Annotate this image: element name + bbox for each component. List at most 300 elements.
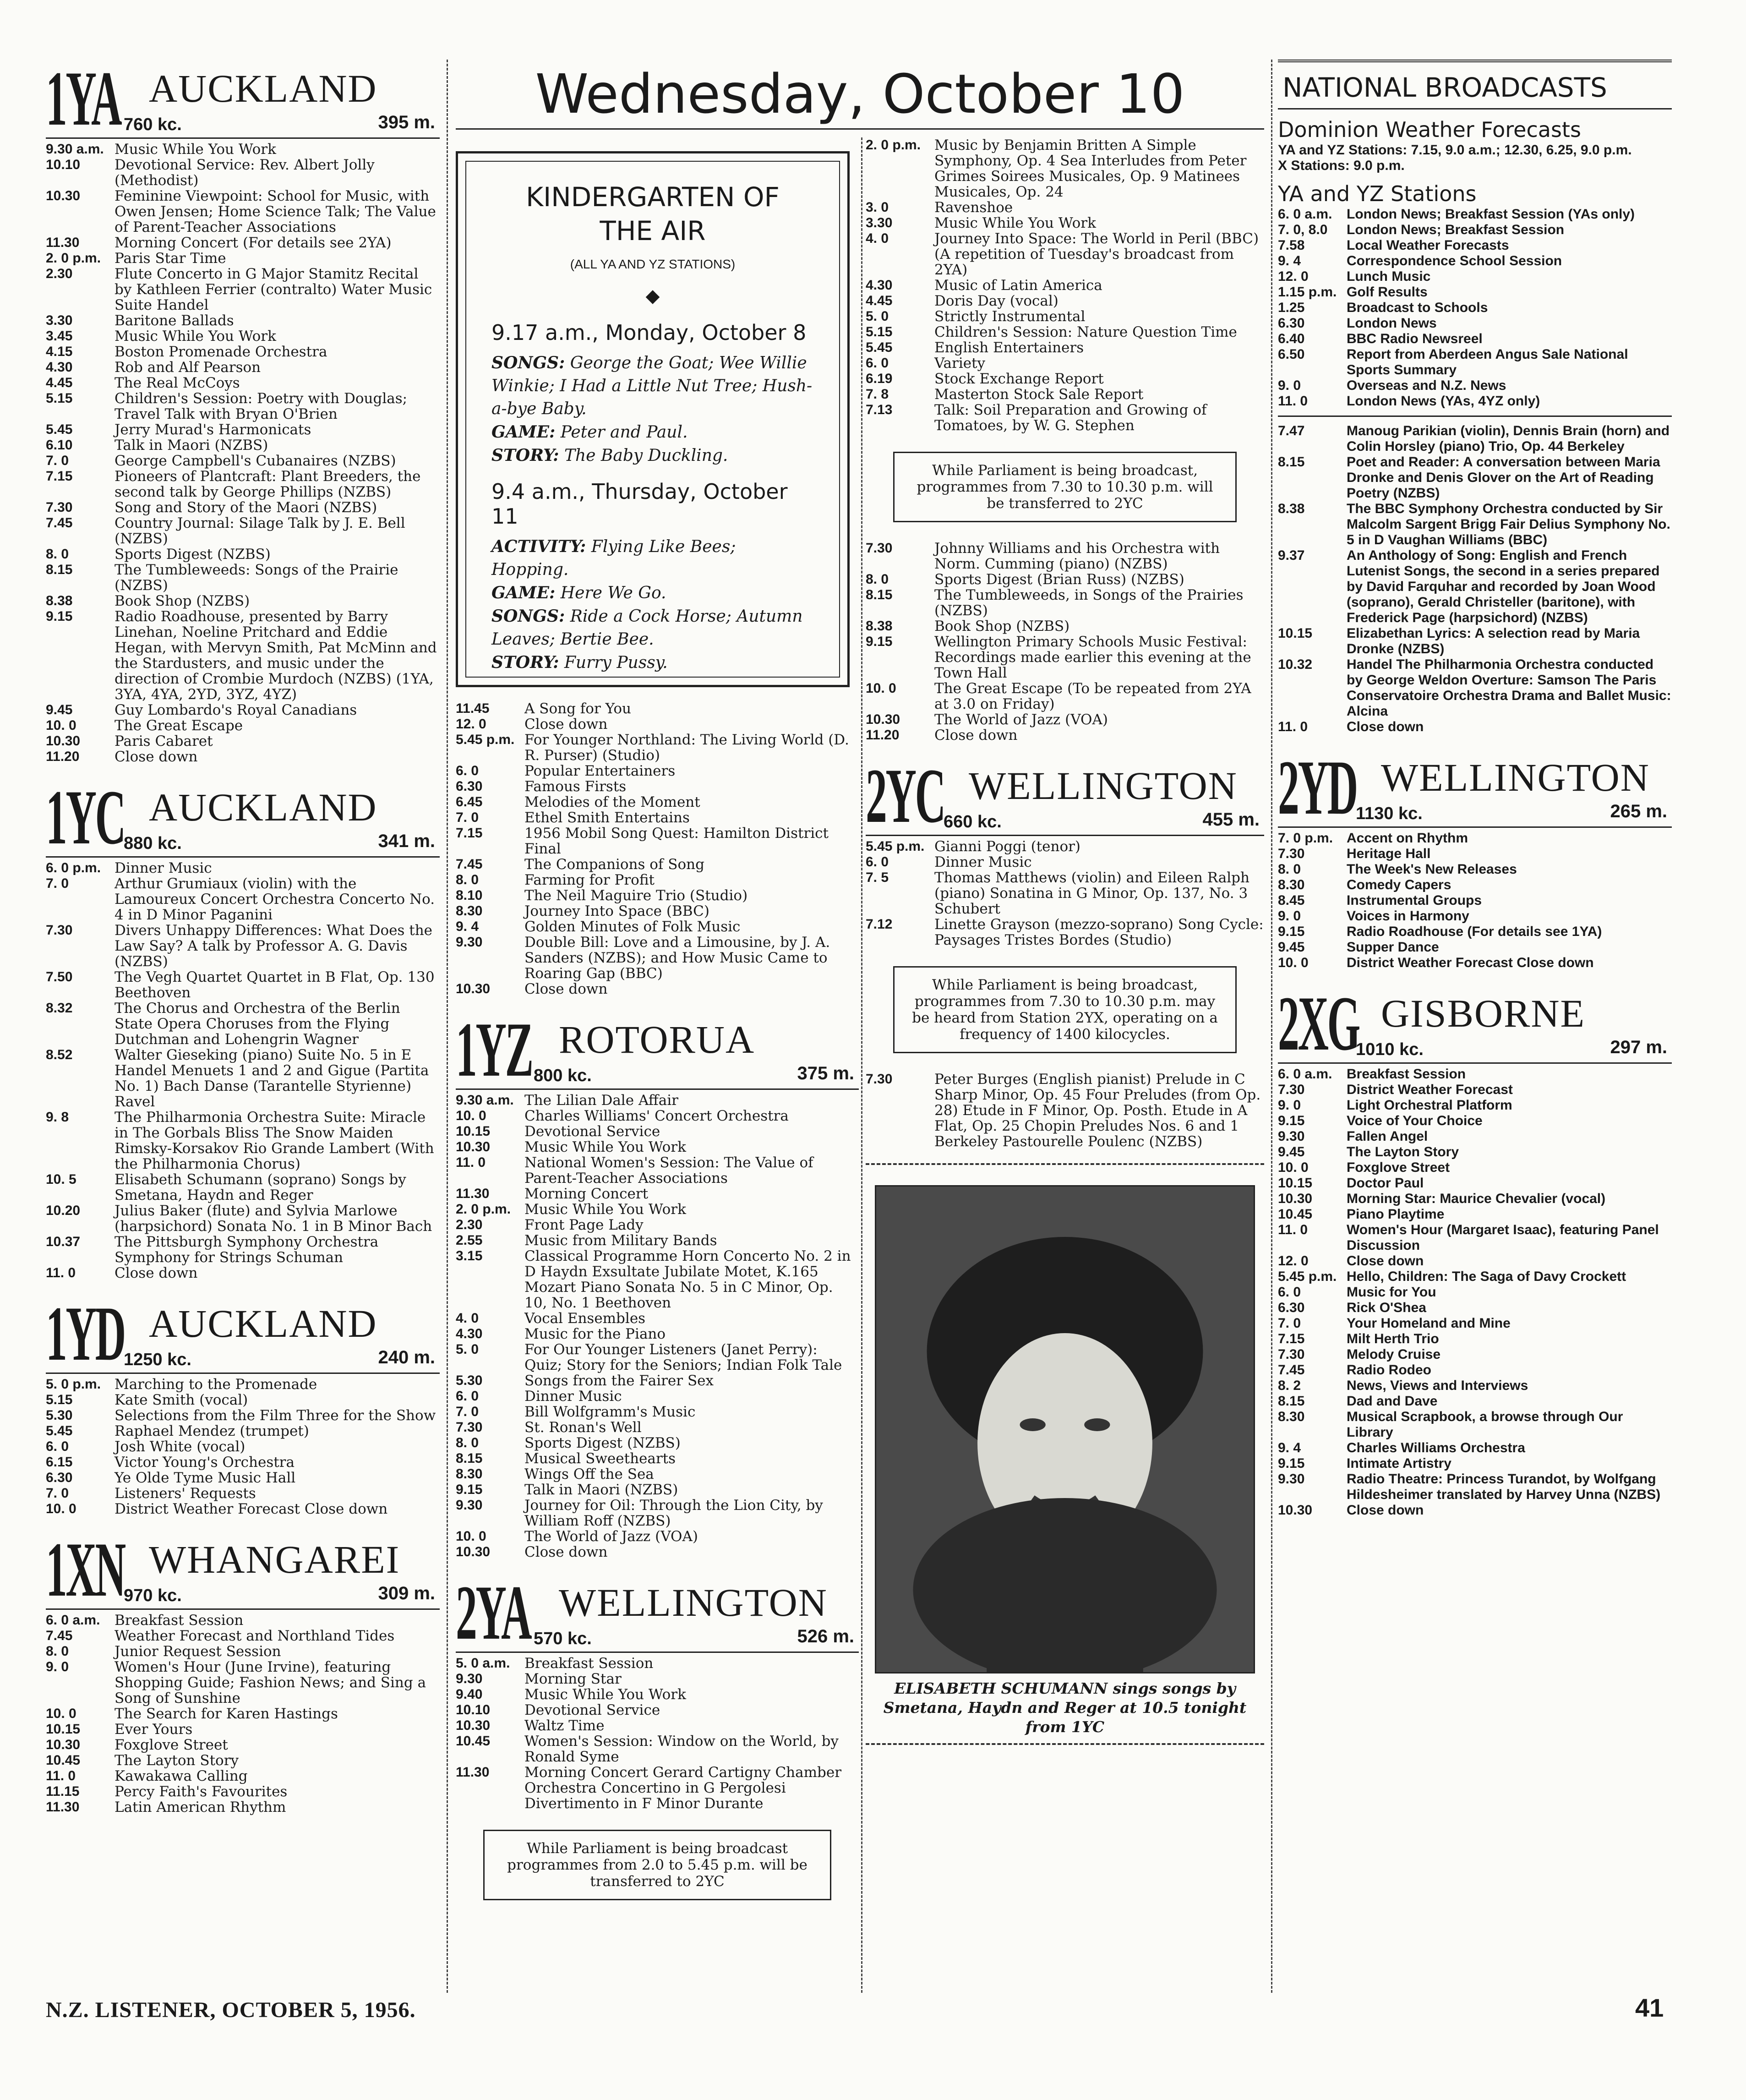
programme-time: 6.30	[46, 1470, 73, 1485]
kindergarten-title: KINDERGARTEN OF	[526, 181, 780, 213]
programme-time: 4. 0	[866, 231, 889, 246]
programme-description: Farming for Profit	[524, 872, 655, 888]
programme-time: 8.15	[46, 562, 73, 577]
programme-time: 9. 4	[1278, 1440, 1301, 1455]
programme-row	[456, 779, 859, 794]
programme-row	[866, 324, 1264, 340]
programme-time: 4.30	[46, 360, 73, 375]
programme-row	[866, 200, 1264, 215]
programme-row	[456, 1498, 859, 1529]
station-frequency: 660 kc.	[944, 812, 1002, 831]
programme-row	[1278, 423, 1672, 454]
programme-time: 6.45	[456, 794, 483, 809]
station-wavelength: 265 m.	[1610, 801, 1667, 821]
programme-time: 8.38	[46, 593, 73, 608]
kindergarten-date-2: 9.4 a.m., Thursday, October 11	[491, 479, 788, 529]
programme-time: 4.45	[46, 375, 73, 390]
station-block	[456, 1570, 859, 1900]
programme-description: A Song for You	[524, 700, 632, 717]
programme-time: 10.15	[456, 1124, 491, 1139]
programme-description: Rick O'Shea	[1347, 1300, 1426, 1315]
programme-row	[456, 1217, 859, 1233]
programme-description: Accent on Rhythm	[1347, 831, 1468, 846]
programme-time: 11.30	[456, 1186, 490, 1201]
programme-description: London News; Breakfast Session (YAs only)	[1347, 207, 1635, 222]
programme-description: Selections from the Film Three for the Show	[115, 1407, 436, 1424]
programme-time: 8.30	[1278, 877, 1305, 892]
programme-time: 7.30	[1278, 1347, 1305, 1362]
programme-row	[46, 1047, 440, 1110]
programme-row	[866, 137, 1264, 200]
programme-row	[46, 1172, 440, 1203]
programme-time: 8. 0	[46, 547, 69, 562]
programme-description: Music While You Work	[115, 328, 276, 345]
column-1	[46, 55, 440, 1829]
programme-description: Close down	[524, 981, 608, 997]
programme-time: 10.45	[46, 1753, 81, 1768]
programme-time: 6.30	[456, 779, 483, 794]
programme-row	[46, 609, 440, 702]
programme-row	[46, 1628, 440, 1644]
programme-row	[1278, 719, 1672, 735]
programme-description: Songs from the Fairer Sex	[524, 1373, 714, 1389]
station-callsign: 2YC	[866, 753, 944, 839]
programme-time: 8.15	[1278, 1394, 1305, 1409]
programme-row	[1278, 862, 1672, 877]
programme-time: 9.15	[46, 609, 73, 624]
programme-time: 5.15	[46, 391, 73, 406]
programme-description: Close down	[1347, 1253, 1424, 1269]
programme-description: Stock Exchange Report	[934, 371, 1104, 387]
programme-description: Strictly Instrumental	[934, 308, 1086, 325]
programme-row	[866, 1072, 1264, 1149]
programme-row	[46, 235, 440, 251]
station-callsign: 1XN	[46, 1526, 125, 1613]
programme-description: Dinner Music	[934, 854, 1032, 870]
programme-time: 10.30	[456, 1544, 491, 1559]
programme-description: Divers Unhappy Differences: What Does the Law Say? A talk by Professor A. G. Davis (NZBS)	[115, 922, 433, 970]
programme-description: Devotional Service: Rev. Albert Jolly (Methodist)	[115, 157, 375, 189]
programme-row	[1278, 657, 1672, 719]
programme-time: 6.15	[46, 1455, 73, 1470]
programme-description: Elizabethan Lyrics: A selection read by Maria Dronke (NZBS)	[1347, 626, 1640, 656]
programme-time: 11.20	[866, 727, 900, 743]
programme-row	[1278, 1409, 1672, 1440]
programme-description: Overseas and N.Z. News	[1347, 378, 1506, 393]
programme-time: 2. 0 p.m.	[456, 1202, 511, 1217]
programme-description: Morning Concert (For details see 2YA)	[115, 235, 392, 251]
programme-description: Music While You Work	[115, 141, 276, 158]
programme-row	[456, 1702, 859, 1718]
programme-row	[1278, 1285, 1672, 1300]
programme-description: Close down	[524, 1544, 608, 1560]
programme-row	[1278, 253, 1672, 269]
programme-time: 10. 0	[1278, 1160, 1309, 1175]
programme-time: 5.45	[866, 340, 893, 355]
programme-description: Kate Smith (vocal)	[115, 1392, 248, 1408]
photo-caption: ELISABETH SCHUMANN sings songs by Smetana, Haydn and Reger at 10.5 tonight from 1YC	[883, 1679, 1247, 1736]
programme-row	[46, 1722, 440, 1737]
station-callsign: 1YC	[46, 774, 125, 860]
programme-row	[46, 1423, 440, 1439]
programme-row	[866, 215, 1264, 231]
programme-row	[456, 763, 859, 779]
programme-time: 11.45	[456, 701, 490, 716]
programme-row	[1278, 1362, 1672, 1378]
programme-time: 2.30	[46, 266, 73, 281]
programme-description: Melody Cruise	[1347, 1347, 1441, 1362]
station-header	[866, 753, 1264, 839]
programme-description: Morning Star	[524, 1671, 622, 1687]
programme-row	[46, 344, 440, 360]
column-rule	[861, 137, 862, 1993]
programme-description: Classical Programme Horn Concerto No. 2 in D Haydn Exsultate Jubilate Motet, K.165 Mozart Piano Sonata No. 5 in C Minor, Op. 10, No. 1 Beethoven	[524, 1248, 851, 1311]
programme-time: 10.15	[1278, 626, 1313, 641]
diamond-icon: ◆	[645, 285, 660, 306]
programme-description: Broadcast to Schools	[1347, 300, 1488, 315]
programme-description: Radio Roadhouse (For details see 1YA)	[1347, 924, 1602, 939]
station-block	[46, 1526, 440, 1816]
programme-row	[46, 1486, 440, 1501]
programme-description: Children's Session: Poetry with Douglas; Travel Talk with Bryan O'Brien	[115, 390, 408, 422]
programme-time: 7.30	[866, 541, 893, 556]
programme-description: Pioneers of Plantcraft: Plant Breeders, the second talk by George Phillips (NZBS)	[115, 468, 421, 500]
programme-description: Close down	[934, 727, 1018, 744]
programme-time: 7.45	[46, 1628, 73, 1643]
station-header	[456, 1570, 859, 1656]
programme-description: Radio Rodeo	[1347, 1362, 1431, 1378]
programme-time: 11.20	[46, 749, 80, 764]
programme-description: Journey for Oil: Through the Lion City, by William Roff (NZBS)	[524, 1497, 823, 1529]
programme-description: Hello, Children: The Saga of Davy Crockett	[1347, 1269, 1626, 1284]
programme-row	[866, 712, 1264, 727]
programme-row	[46, 266, 440, 313]
programme-time: 10.10	[456, 1702, 491, 1717]
programme-description: Variety	[934, 355, 986, 372]
station-city: AUCKLAND	[149, 66, 377, 110]
programme-row	[46, 328, 440, 344]
programme-description: Wellington Primary Schools Music Festival: Recordings made earlier this evening at the Town Hall	[934, 634, 1251, 681]
programme-row	[866, 355, 1264, 371]
programme-time: 5.45 p.m.	[1278, 1269, 1337, 1284]
column-rule	[1271, 60, 1272, 1993]
programme-row	[456, 1186, 859, 1202]
programme-row	[456, 701, 859, 716]
programme-description: The Layton Story	[1347, 1144, 1459, 1159]
programme-row	[1278, 1253, 1672, 1269]
programme-row	[456, 794, 859, 810]
programme-description: Julius Baker (flute) and Sylvia Marlowe (harpsichord) Sonata No. 1 in B Minor Bach	[115, 1203, 432, 1235]
programme-row	[1278, 1160, 1672, 1176]
programme-time: 7.47	[1278, 423, 1305, 438]
programme-description: Bill Wolfgramm's Music	[524, 1404, 696, 1420]
column-3	[866, 137, 1264, 1758]
station-wavelength: 395 m.	[378, 112, 435, 132]
programme-row	[46, 1265, 440, 1281]
programme-description: Correspondence School Session	[1347, 253, 1562, 268]
programme-row	[456, 1155, 859, 1186]
programme-time: 12. 0	[456, 716, 486, 732]
programme-row	[456, 1420, 859, 1435]
station-city: WELLINGTON	[1381, 755, 1650, 799]
programme-description: Close down	[1347, 719, 1424, 734]
programme-time: 5. 0	[866, 309, 889, 324]
programme-time: 8.38	[866, 618, 893, 634]
programme-row	[1278, 222, 1672, 238]
programme-time: 9.45	[1278, 1144, 1305, 1159]
programme-description: The Tumbleweeds, in Songs of the Prairies (NZBS)	[934, 587, 1244, 619]
programme-row	[46, 860, 440, 876]
programme-time: 2. 0 p.m.	[866, 137, 921, 153]
programme-description: Raphael Mendez (trumpet)	[115, 1423, 309, 1439]
programme-time: 10. 0	[866, 681, 896, 696]
programme-description: Piano Playtime	[1347, 1207, 1445, 1222]
programme-description: Close down	[524, 716, 608, 733]
programme-time: 8.30	[456, 1466, 483, 1482]
programme-time: 10. 0	[1278, 955, 1309, 970]
programme-row	[456, 810, 859, 826]
programme-row	[1278, 877, 1672, 893]
programme-row	[456, 1389, 859, 1404]
programme-time: 11.30	[46, 1799, 80, 1815]
programme-description: Kawakawa Calling	[115, 1768, 248, 1784]
programme-description: Dinner Music	[115, 860, 212, 876]
station-city: WHANGAREI	[149, 1537, 400, 1581]
programme-time: 9.15	[1278, 1456, 1305, 1471]
programme-row	[456, 1373, 859, 1389]
programme-description: Arthur Grumiaux (violin) with the Lamoureux Concert Orchestra Concerto No. 4 in D Minor Paganini	[115, 875, 435, 923]
programme-row	[46, 1203, 440, 1234]
station-wavelength: 240 m.	[378, 1347, 435, 1367]
programme-description: London News (YAs, 4YZ only)	[1347, 394, 1540, 409]
programme-row	[1278, 626, 1672, 657]
programme-description: For Our Younger Listeners (Janet Perry): Quiz; Story for the Seniors; Indian Folk Tale	[524, 1341, 842, 1373]
programme-description: Thomas Matthews (violin) and Eileen Ralph (piano) Sonatina in G Minor, Op. 137, No. 3 Schubert	[934, 870, 1249, 917]
programme-row	[1278, 1378, 1672, 1394]
programme-row	[1278, 1471, 1672, 1503]
programme-row	[46, 453, 440, 469]
programme-description: The Chorus and Orchestra of the Berlin State Opera Choruses from the Flying Dutchman and Lohengrin Wagner	[115, 1000, 400, 1048]
station-city: WELLINGTON	[969, 764, 1238, 808]
programme-description: Voice of Your Choice	[1347, 1113, 1483, 1128]
programme-time: 6. 0 a.m.	[1278, 207, 1332, 222]
programme-row	[46, 313, 440, 328]
programme-time: 9.30	[1278, 1471, 1305, 1487]
programme-description: Boston Promenade Orchestra	[115, 344, 327, 360]
programme-row	[1278, 378, 1672, 394]
programme-description: Linette Grayson (mezzo-soprano) Song Cycle: Paysages Tristes Bordes (Studio)	[934, 916, 1264, 948]
programme-description: Elisabeth Schumann (soprano) Songs by Smetana, Haydn and Reger	[115, 1171, 406, 1203]
programme-description: Children's Session: Nature Question Time	[934, 324, 1237, 340]
station-city: AUCKLAND	[149, 785, 377, 829]
programme-time: 8.15	[1278, 454, 1305, 470]
programme-time: 9. 0	[1278, 1098, 1301, 1113]
programme-time: 7. 0	[456, 810, 479, 825]
programme-row	[46, 923, 440, 969]
programme-description: Music While You Work	[524, 1686, 686, 1703]
programme-time: 3.30	[866, 215, 893, 230]
programme-row	[1278, 955, 1672, 971]
programme-time: 2.30	[456, 1217, 483, 1232]
programme-description: Devotional Service	[524, 1702, 660, 1718]
programme-row	[456, 1718, 859, 1734]
programme-row	[456, 1671, 859, 1687]
programme-description: The Companions of Song	[524, 856, 704, 873]
programme-time: 6. 0 a.m.	[1278, 1066, 1332, 1082]
station-wavelength: 341 m.	[378, 831, 435, 851]
programme-description: Ethel Smith Entertains	[524, 809, 690, 826]
programme-description: London News	[1347, 316, 1437, 331]
programme-row	[1278, 1394, 1672, 1409]
programme-row	[1278, 1440, 1672, 1456]
programme-description: Breakfast Session	[524, 1655, 654, 1672]
programme-row	[1278, 501, 1672, 548]
weather-x-times: X Stations: 9.0 p.m.	[1278, 158, 1405, 173]
station-block	[456, 1006, 859, 1560]
programme-row	[456, 1529, 859, 1544]
programme-description: The Great Escape	[115, 717, 243, 734]
programme-description: Book Shop (NZBS)	[934, 618, 1070, 634]
programme-description: Famous Firsts	[524, 778, 627, 795]
programme-description: Breakfast Session	[1347, 1066, 1466, 1082]
elisabeth-schumann-photo	[875, 1185, 1255, 1673]
programme-row	[866, 402, 1264, 433]
programme-row	[456, 1124, 859, 1139]
programme-description: Josh White (vocal)	[115, 1438, 246, 1455]
programme-row	[456, 981, 859, 997]
programme-row	[46, 157, 440, 188]
programme-time: 10.30	[1278, 1191, 1313, 1206]
programme-time: 4.45	[866, 293, 893, 308]
programme-time: 12. 0	[1278, 1253, 1309, 1269]
programme-time: 11.30	[46, 235, 80, 250]
programme-time: 10. 0	[456, 1529, 486, 1544]
programme-row	[1278, 207, 1672, 222]
programme-description: Marching to the Promenade	[115, 1376, 317, 1393]
programme-description: The Week's New Releases	[1347, 862, 1517, 877]
publication-footer: N.Z. LISTENER, OCTOBER 5, 1956.	[46, 1998, 416, 2022]
programme-row	[1278, 1082, 1672, 1098]
station-frequency: 1010 kc.	[1356, 1040, 1424, 1059]
programme-time: 7.15	[456, 826, 483, 841]
programme-row	[866, 839, 1264, 854]
programme-time: 10.32	[1278, 657, 1313, 672]
programme-description: Flute Concerto in G Major Stamitz Recital by Kathleen Ferrier (contralto) Water Music Suite Handel	[115, 266, 432, 313]
programme-row	[1278, 1098, 1672, 1113]
programme-description: Radio Roadhouse, presented by Barry Linehan, Noeline Pritchard and Eddie Hegan, with Mervyn Smith, Pat McMinn and the Stardusters, and music under the direction of Crombie Murdoch (NZBS) (1YA, 3YA, 4YA, 2YD, 3YZ, 4YZ)	[115, 608, 437, 703]
programme-description: Radio Theatre: Princess Turandot, by Wolfgang Hildesheimer translated by Harvey Unna (NZBS)	[1347, 1471, 1661, 1502]
programme-description: The Philharmonia Orchestra Suite: Miracle in The Gorbals Bliss The Snow Maiden Rimsky-Korsakov Rio Grande Lambert (With the Philharmonia Chorus)	[115, 1109, 434, 1172]
programme-description: Sports Digest (Brian Russ) (NZBS)	[934, 571, 1184, 588]
programme-row	[46, 1392, 440, 1408]
programme-description: Intimate Artistry	[1347, 1456, 1451, 1471]
station-callsign: 1YZ	[456, 1006, 532, 1093]
programme-description: Ever Yours	[115, 1721, 193, 1738]
programme-time: 6.50	[1278, 347, 1305, 362]
programme-row	[1278, 1066, 1672, 1082]
programme-time: 3.15	[456, 1248, 483, 1263]
programme-time: 7. 8	[866, 387, 889, 402]
programme-row	[46, 422, 440, 438]
programme-row	[456, 935, 859, 981]
page-title: Wednesday, October 10	[456, 60, 1264, 130]
programme-description: Ravenshoe	[934, 199, 1013, 216]
programme-description: Book Shop (NZBS)	[115, 593, 250, 609]
programme-row	[1278, 347, 1672, 378]
programme-time: 7. 0 p.m.	[1278, 831, 1333, 846]
station-header	[46, 1526, 440, 1613]
programme-time: 6.10	[46, 438, 73, 453]
programme-time: 5.45 p.m.	[456, 732, 515, 747]
programme-description: Talk in Maori (NZBS)	[524, 1482, 678, 1498]
programme-time: 8. 0	[456, 872, 479, 887]
programme-time: 6. 0	[866, 355, 889, 371]
programme-row	[46, 1768, 440, 1784]
programme-row	[866, 681, 1264, 712]
programme-time: 6.40	[1278, 331, 1305, 346]
programme-time: 9.37	[1278, 548, 1305, 563]
programme-time: 7.13	[866, 402, 893, 417]
programme-description: Handel The Philharmonia Orchestra conducted by George Weldon Overture: Samson The Paris Conservatoire Orchestra Drama and Ballet Music: Alcina	[1347, 657, 1671, 719]
programme-description: The Great Escape (To be repeated from 2YA at 3.0 on Friday)	[934, 680, 1251, 712]
programme-description: Listeners' Requests	[115, 1485, 256, 1502]
programme-row	[1278, 1347, 1672, 1362]
programme-description: St. Ronan's Well	[524, 1419, 642, 1436]
station-callsign: 2YD	[1278, 744, 1357, 831]
programme-description: The Pittsburgh Symphony Orchestra Symphony for Strings Schuman	[115, 1234, 379, 1266]
programme-row	[866, 231, 1264, 278]
kindergarten-songs-2: SONGS: Ride a Cock Horse; Autumn Leaves; Bertie Bee.	[491, 607, 803, 649]
weather-heading: Dominion Weather Forecasts	[1278, 117, 1581, 142]
programme-time: 7.15	[46, 469, 73, 484]
programme-time: 9.30 a.m.	[46, 142, 104, 157]
programme-description: News, Views and Interviews	[1347, 1378, 1528, 1393]
programme-row	[866, 618, 1264, 634]
programme-description: Dad and Dave	[1347, 1394, 1438, 1409]
column-rule	[447, 60, 448, 1993]
station-frequency: 880 kc.	[124, 834, 182, 853]
programme-row	[1278, 924, 1672, 940]
programme-time: 12. 0	[1278, 269, 1309, 284]
programme-row	[46, 1234, 440, 1265]
programme-description: The Layton Story	[115, 1752, 239, 1769]
programme-time: 5. 0 a.m.	[456, 1656, 510, 1671]
programme-time: 8.52	[46, 1047, 73, 1062]
programme-time: 8.30	[1278, 1409, 1305, 1424]
programme-description: The World of Jazz (VOA)	[934, 711, 1108, 728]
station-block	[1278, 980, 1672, 1518]
programme-row	[1278, 1129, 1672, 1144]
programme-time: 6.30	[1278, 316, 1305, 331]
programme-time: 3. 0	[866, 200, 889, 215]
programme-time: 5. 0 p.m.	[46, 1377, 101, 1392]
programme-description: Morning Concert	[524, 1186, 649, 1202]
programme-row	[456, 1435, 859, 1451]
programme-description: Double Bill: Love and a Limousine, by J. A. Sanders (NZBS); and How Music Came to Roaring Gap (BBC)	[524, 934, 830, 982]
programme-description: Song and Story of the Maori (NZBS)	[115, 499, 377, 516]
programme-description: Rob and Alf Pearson	[115, 359, 261, 376]
programme-description: District Weather Forecast Close down	[115, 1501, 388, 1517]
programme-description: Heritage Hall	[1347, 846, 1431, 861]
programme-time: 9.15	[1278, 924, 1305, 939]
programme-time: 10.30	[456, 1139, 491, 1154]
portrait-image	[876, 1187, 1254, 1672]
programme-description: The Search for Karen Hastings	[115, 1706, 338, 1722]
programme-time: 7.30	[1278, 1082, 1305, 1097]
programme-description: Paris Cabaret	[115, 733, 213, 749]
programme-description: Fallen Angel	[1347, 1129, 1428, 1144]
programme-row	[1278, 269, 1672, 284]
